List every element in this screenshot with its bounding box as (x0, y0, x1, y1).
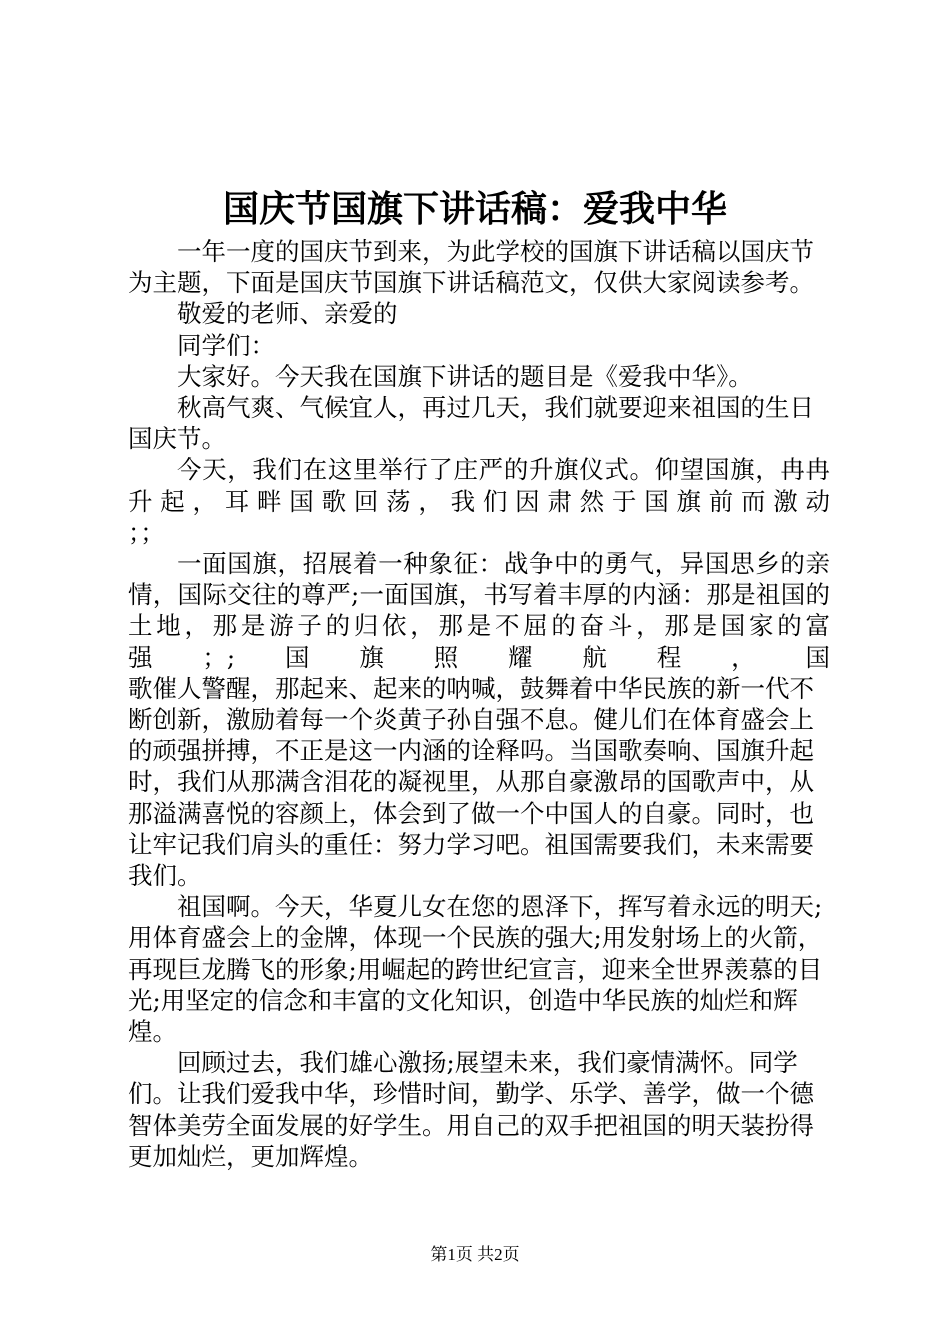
paragraph-flag-ceremony: 今天，我们在这里举行了庄严的升旗仪式。仰望国旗，冉冉升起，耳畔国歌回荡，我们因肃然于国旗前而激动 (128, 455, 830, 516)
paragraph-salutation: 敬爱的老师、亲爱的 (177, 299, 398, 329)
paragraph-review: 回顾过去，我们雄心激扬;展望未来，我们豪情满怀。同学们。让我们爱我中华，珍惜时间，勤学、乐学、善学，做一个德智体美劳全面发展的好学生。用自己的双手把祖国的明天装扮得更加灿烂，更加辉煌。 (128, 1048, 814, 1171)
paragraph-flag-symbol: 一面国旗，招展着一种象征：战争中的勇气，异国思乡的亲情，国际交往的尊严;一面国旗，书写着丰厚的内涵：那是祖国的土地，那是游子的归依，那是不屈的奋斗，那是国家的富 (128, 549, 830, 641)
paragraph-greeting: 大家好。今天我在国旗下讲话的题目是《爱我中华》。 (177, 361, 753, 391)
paragraph-flag-guidance: 强；;国旗照耀航程，国 (128, 642, 830, 672)
page-title: 国庆节国旗下讲话稿：爱我中华 (222, 188, 727, 230)
paragraph-anthem: 歌催人警醒，那起来、起来的呐喊，鼓舞着中华民族的新一代不断创新，激励着每一个炎黄子孙自强不息。健儿们在体育盛会上的顽强拼搏，不正是这一内涵的诠释吗。当国歌奏响、国旗升起时，我们从那满含泪花的凝视里，从那自豪激昂的国歌声中，从那溢满喜悦的容颜上，体会到了做一个中国人的自豪。同时，也让牢记我们肩头的重任：努力学习吧。祖国需要我们，未来需要我们。 (128, 673, 814, 891)
document-body (128, 236, 830, 1172)
page-footer: 第1页 共2页 (430, 1245, 520, 1264)
paragraph-motherland: 祖国啊。今天，华夏儿女在您的恩泽下，挥写着永远的明天;用体育盛会上的金牌，体现一个民族的强大;用发射场上的火箭，再现巨龙腾飞的形象;用崛起的跨世纪宣言，迎来全世界羡慕的目光;用坚定的信念和丰富的文化知识，创造中华民族的灿烂和辉煌。 (128, 892, 823, 1047)
paragraph-intro: 一年一度的国庆节到来，为此学校的国旗下讲话稿以国庆节为主题，下面是国庆节国旗下讲话稿范文，仅供大家阅读参考。 (128, 237, 814, 298)
paragraph-autumn: 秋高气爽、气候宜人，再过几天，我们就要迎来祖国的生日国庆节。 (128, 393, 814, 454)
paragraph-classmates: 同学们： (177, 330, 275, 360)
paragraph-semicolons: ；； (128, 517, 165, 547)
